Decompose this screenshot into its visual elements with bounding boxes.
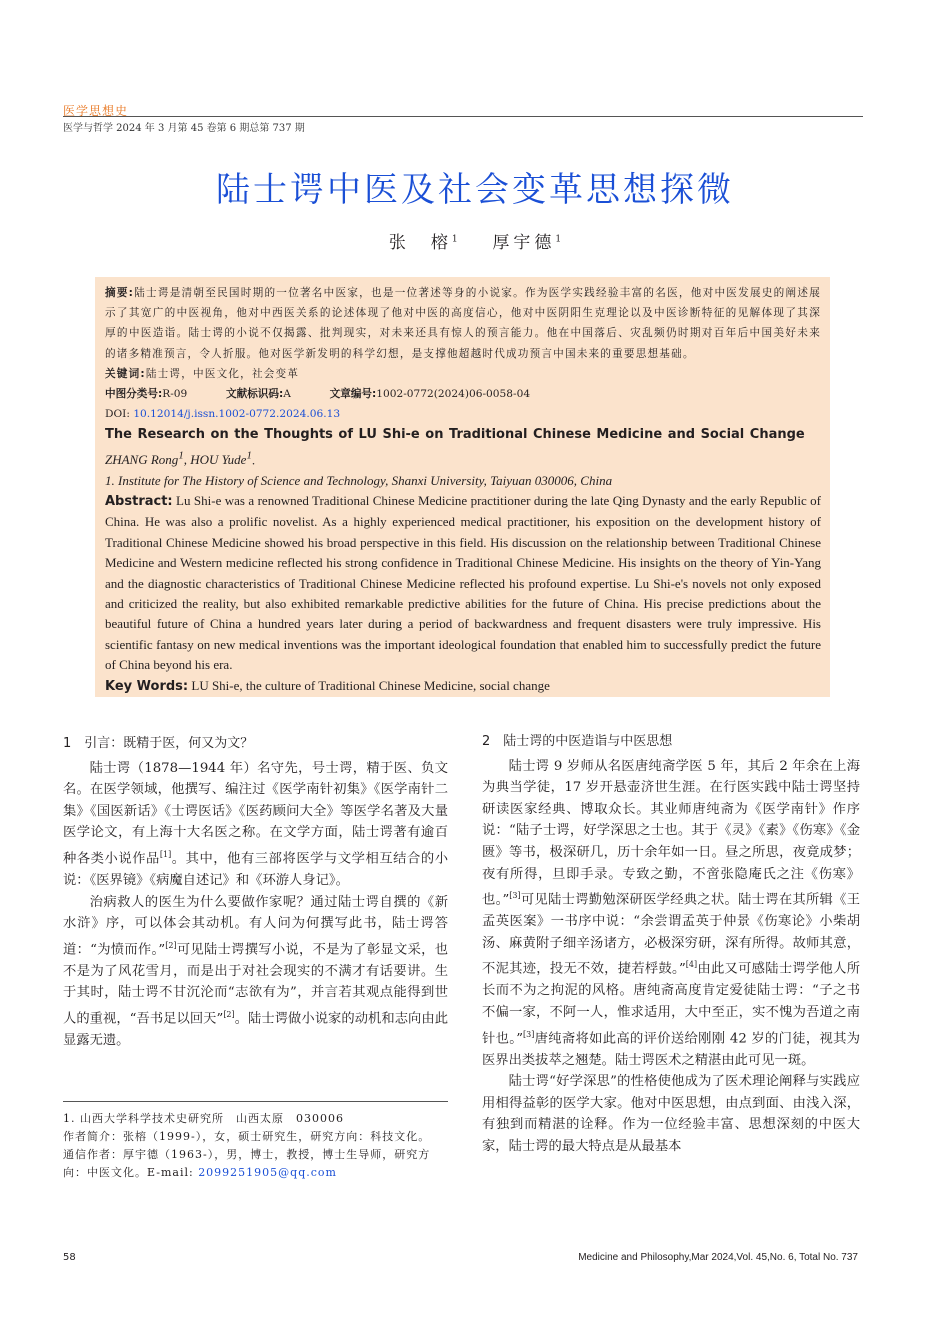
page-number: 58 [63,1252,76,1263]
classification-line [105,384,821,404]
text: 可见陆士谔撰写小说，不是为了彰显文采，也不是为了风花雪月，而是出于对社会现实的不满才有话要讲。生于其时，陆士谔不甘沉沦而“志欲有为”，并言若其观点能得到世人的重视，“吾书足以回天” [63,942,449,1027]
citation[interactable]: [3] [523,1029,535,1039]
abstract-box [95,277,830,697]
english-author-1: ZHANG Rong [105,452,179,468]
text: 唐纯斋将如此高的评价送给刚刚 42 岁的门徒，视其为医界出类拔萃之翘楚。陆士谔医术之精湛由此可见一斑。 [482,1030,860,1068]
article-title: 陆士谔中医及社会变革思想探微 [216,170,734,210]
clc-value: R-09 [162,388,188,401]
footnote-affiliation: 1. 山西大学科学技术史研究所 山西太原 030006 [63,1112,344,1125]
keywords-cn [105,364,821,384]
right-column [482,731,860,1158]
english-abstract-label: Abstract: [105,493,173,509]
footer-journal: Medicine and Philosophy,Mar 2024,Vol. 45,No. 6, Total No. 737 [578,1252,858,1263]
text: 陆士谔 9 岁师从名医唐纯斋学医 5 年，其后 2 年余在上海为典当学徒，17 岁开悬壶济世生涯。在行医实践中陆士谔坚持研读医家经典、博取众长。其业师唐纯斋为《医学南针》作序说：“陆子士谔，好学深思之士也。其于《灵》《素》《伤寒》《金匮》等书，极深研几，历十余年如一日。昼之所思，夜竟成梦；夜有所得，旦即手录。专致之勤，不啻张隐庵氏之注《伤寒》也。” [482,758,860,908]
text: 。陆士谔做小说家的动机和志向由此显露无遗。 [63,1011,448,1048]
citation[interactable]: [2] [165,940,177,950]
article-no-label: 文章编号: [329,388,377,401]
authors [0,228,950,253]
email-link[interactable]: 2099251905@qq.com [198,1166,337,1179]
paragraph [63,892,448,1052]
english-abstract-text: Lu Shi-e was a renowned Traditional Chinese Medicine practitioner during the late Qing Dynasty and the early Republic of China. He was also a prolific novelist. As a highly experienced medical practitioner, his exposition on the development history of Traditional Chinese Medicine showed his broad perspective in this field. His discussion on the relationship between Traditional Chinese Medicine and Western medicine reflected his strong confidence in Traditional Chinese Medicine. His insights on the theory of Yin-Yang and the diagnostic characteristics of Traditional Chinese Medicine reflected his profound expertise. Lu Shi-e's novels not only exposed and criticized the reality, but also exhibited remarkable predictive abilities for the future of China. His precise predictions about the beautiful future of China a hundred years later during a period of backwardness and frequent disasters were truly impressive. His scientific fantasy on new medical inventions was the important ideological foundation that enabled him to successfully predict the future of China beyond his era. [105,492,821,673]
abstract-text: 陆士谔是清朝至民国时期的一位著名中医家，也是一位著述等身的小说家。作为医学实践经验丰富的名医，他对中医发展史的阐述展示了其宽广的中医视角，他对中西医关系的论述体现了他对中医的高度信心，他对中医阴阳生克理论以及中医诊断特征的见解体现了其深厚的中医造诣。陆士谔的小说不仅揭露、批判现实，对未来还具有惊人的预言能力。他在中国落后、灾乱频仍时期对百年后中国美好未来的诸多精准预言，令人折服。他对医学新发明的科学幻想，是支撑他超越时代成功预言中国未来的重要思想基础。 [105,287,821,360]
footnote-author-2 [63,1146,448,1182]
text: 可见陆士谔勤勉深研医学经典之状。陆士谔在其所辑《王孟英医案》一书序中说：“余尝谓孟英于仲景《伤寒论》小柴胡汤、麻黄附子细辛汤诸方，必极深穷研，深有所得。故师其意，不泥其迹，投无不效，捷若桴鼓。” [482,892,860,977]
citation[interactable]: [1] [159,849,172,859]
english-keywords-text: LU Shi-e, the culture of Traditional Chinese Medicine, social change [191,677,550,693]
text: 由此又可感陆士谔学他人所长而不为之拘泥的风格。唐纯斋高度肯定爱徒陆士谔：“子之书不偏一家，不阿一人，惟求适用，大中至正，实不愧为吾道之南针也。” [482,961,860,1046]
footnotes [63,1110,448,1182]
paragraph: 陆士谔“好学深思”的性格使他成为了医术理论阐释与实践应用相得益彰的医学大家。他对中医思想，由点到面、由浅入深，有独到而精湛的诠释。作为一位经验丰富、思想深刻的中医大家，陆士谔的最大特点是从最基本 [482,1074,860,1154]
header-rule [63,116,863,117]
text: 治病救人的医生为什么要做作家呢？通过陆士谔自撰的《新水浒》序，可以体会其动机。有人问为何撰写此书，陆士谔答道：“为愤而作。” [63,894,448,958]
english-title: The Research on the Thoughts of LU Shi-e on Traditional Chinese Medicine and Social Change [105,427,805,443]
section-2-heading: 2 陆士谔的中医造诣与中医思想 [482,734,673,749]
footnote-author-2-text: 通信作者：厚宇德（1963-），男，博士，教授，博士生导师，研究方向：中医文化。E-mail: [63,1148,431,1179]
keywords-label: 关键词: [105,367,146,380]
section-1-heading: 1 引言：既精于医，何又为文？ [63,736,254,751]
paragraph [482,756,860,1072]
clc-label: 中图分类号: [105,388,163,401]
citation[interactable]: [4] [685,960,698,970]
english-author-2: , HOU Yude [183,452,247,468]
doi-line [105,404,821,424]
journal-info: 医学与哲学 2024 年 3 月第 45 卷第 6 期总第 737 期 [63,123,305,134]
author-2: 厚宇德 [492,233,556,253]
affil-mark: 1 [246,449,252,462]
keywords-text: 陆士谔，中医文化，社会变革 [145,367,300,380]
english-affiliation-text: 1. Institute for The History of Science and Technology, Shanxi University, Taiyuan 030006, China [105,472,613,488]
english-affiliation [105,471,821,491]
doi-label: DOI: [105,408,130,421]
citation[interactable]: [3] [509,891,521,901]
doi-link[interactable]: 10.12014/j.issn.1002-0772.2024.06.13 [133,408,341,421]
affil-mark: 1 [451,234,458,245]
english-title-line: The Research on the Thoughts of LU Shi-e on Traditional Chinese Medicine and Social Change ZHANG Rong$^1$, HOU Yude$^1$. [105,427,805,468]
english-authors [105,449,252,468]
abstract-cn [105,283,821,364]
section-tag: 医学思想史 [63,104,129,118]
author-1: 张 榕 [388,233,452,253]
english-keywords-label: Key Words: [105,678,189,694]
citation[interactable]: [2] [223,1009,235,1019]
footnote-author-1: 作者简介：张榕（1999-），女，硕士研究生，研究方向：科技文化。 [63,1130,431,1143]
text: 。其中，他有三部将医学与文学相互结合的小说：《医界镜》《病魔自述记》和《环游人身记》。 [63,851,449,888]
abstract-label: 摘要: [105,287,135,299]
english-abstract [105,491,821,676]
footnote-rule [63,1101,448,1102]
text: 陆士谔（1878—1944 年）名守先，号士谔，精于医、负文名。在医学领域，他撰写、编注过《医学南针初集》《医学南针二集》《国医新话》《士谔医话》《医药顾问大全》等医学名著及大量医学论文，有上海十大名医之称。在文学方面，陆士谔著有逾百种各类小说作品 [63,760,448,867]
left-column [63,733,448,1052]
affil-mark: 1 [178,449,184,462]
affil-mark: 1 [555,234,562,245]
doc-code-value: A [283,388,291,401]
paragraph [63,758,448,892]
article-no-value: 1002-0772(2024)06-0058-04 [376,388,531,401]
english-keywords [105,676,821,697]
doc-code-label: 文献标识码: [226,388,284,401]
